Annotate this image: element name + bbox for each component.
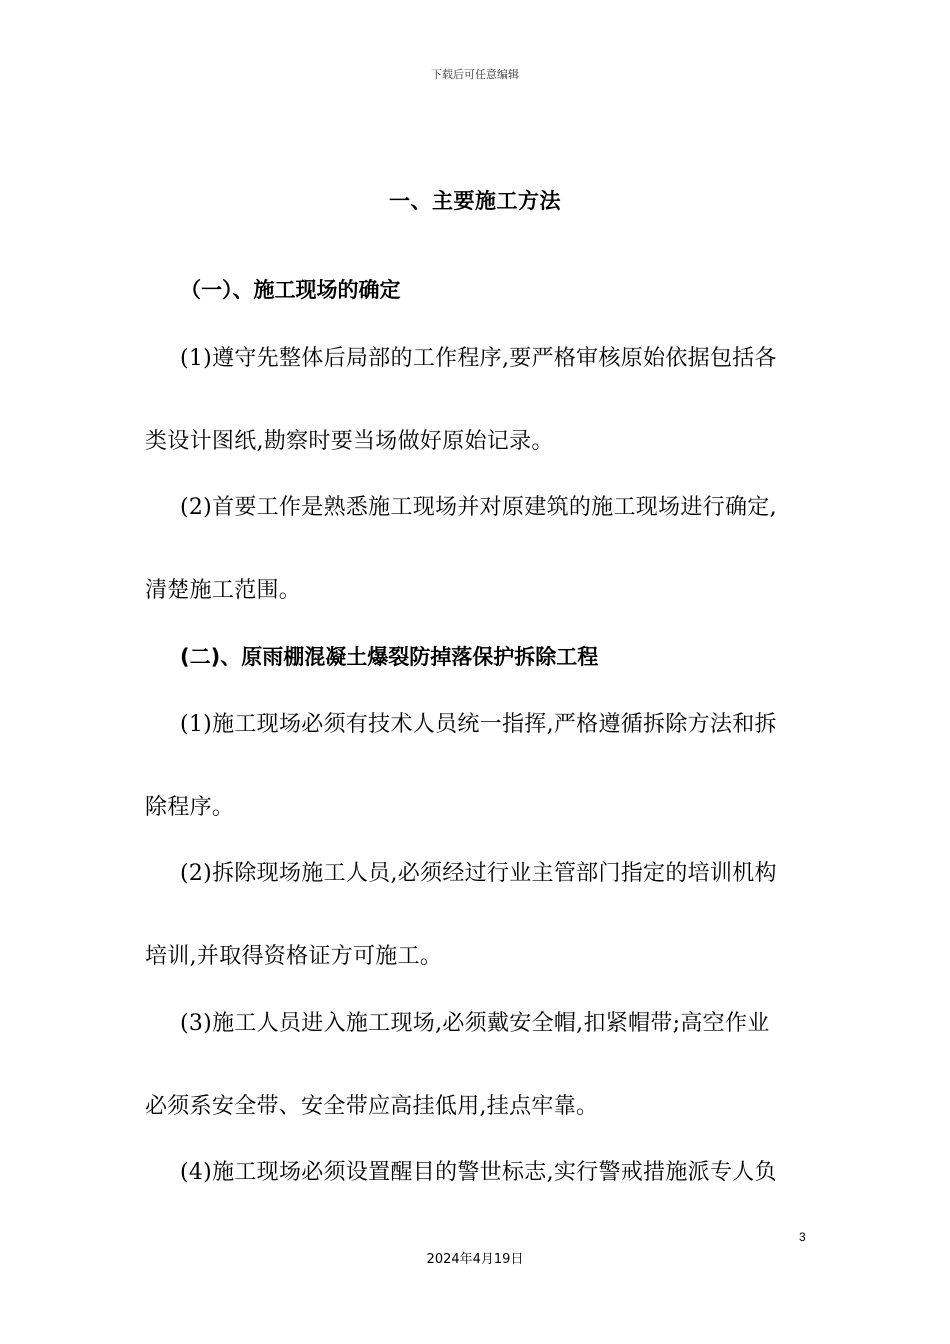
- footer-date: 2024年4月19日: [426, 1252, 524, 1267]
- page-number: 3: [799, 1230, 806, 1244]
- paragraph-line: (4)施工现场必须设置醒目的警世标志,实行警戒措施派专人负: [180, 1160, 777, 1185]
- document-title: 一、主要施工方法: [389, 189, 561, 213]
- header-note: 下载后可任意编辑: [431, 68, 519, 81]
- paragraph-line: 培训,并取得资格证方可施工。: [145, 944, 443, 969]
- paragraph-line: 除程序。: [145, 795, 235, 820]
- paragraph-line: (1)遵守先整体后局部的工作程序,要严格审核原始依据包括各: [180, 346, 777, 371]
- paragraph-line: (2)拆除现场施工人员,必须经过行业主管部门指定的培训机构: [180, 861, 777, 886]
- paragraph-line: 清楚施工范围。: [145, 578, 302, 603]
- paragraph-line: (1)施工现场必须有技术人员统一指挥,严格遵循拆除方法和拆: [180, 712, 777, 737]
- section-heading-2: (二)、原雨棚混凝土爆裂防掉落保护拆除工程: [180, 645, 599, 669]
- paragraph-line: (2)首要工作是熟悉施工现场并对原建筑的施工现场进行确定,: [180, 495, 777, 520]
- paragraph-line: (3)施工人员进入施工现场,必须戴安全帽,扣紧帽带;高空作业: [180, 1011, 770, 1036]
- paragraph-line: 必须系安全带、安全带应高挂低用,挂点牢靠。: [145, 1094, 599, 1119]
- section-heading-1: （一）、施工现场的确定: [180, 278, 401, 302]
- paragraph-line: 类设计图纸,勘察时要当场做好原始记录。: [145, 429, 554, 454]
